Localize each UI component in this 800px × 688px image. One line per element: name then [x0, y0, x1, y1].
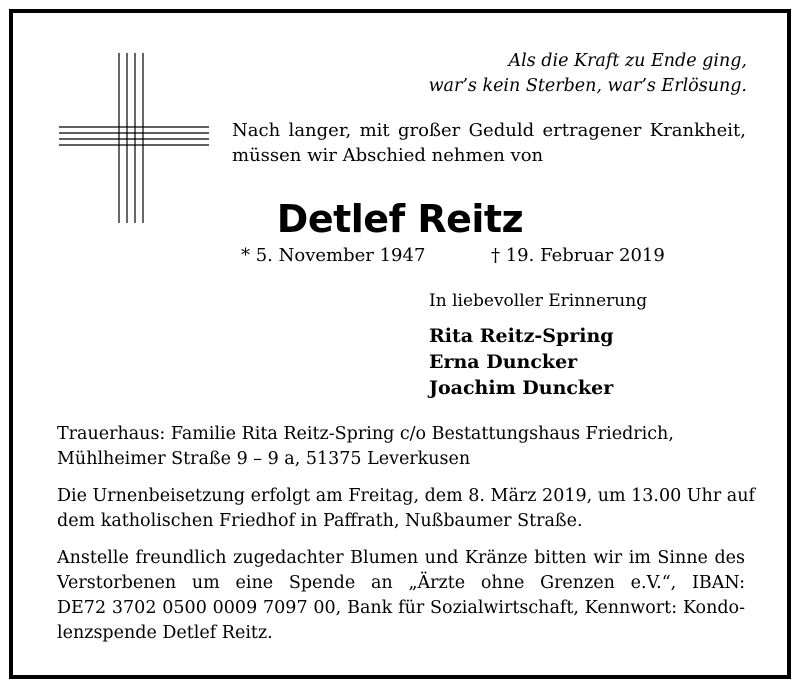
- memory-label: In liebevoller Erinnerung: [429, 291, 648, 311]
- motto-line: Als die Kraft zu Ende ging,: [508, 51, 747, 71]
- deceased-name: Detlef Reitz: [276, 197, 524, 241]
- motto-verse: [387, 49, 747, 99]
- mourner-name: Joachim Duncker: [429, 377, 614, 399]
- paragraph-line: Verstorbenen um eine Spende an „Ärzte ohne Grenzen e.V.“, IBAN:: [57, 573, 745, 593]
- mourner-name: Erna Duncker: [429, 351, 578, 373]
- paragraph-line: DE72 3702 0500 0009 7097 00, Bank für Sozialwirtschaft, Kennwort: Kondo-: [57, 598, 745, 618]
- birth-date: * 5. November 1947: [241, 245, 426, 266]
- burial-paragraph: [57, 484, 755, 534]
- paragraph-line: Mühlheimer Straße 9 – 9 a, 51375 Leverkusen: [57, 449, 471, 469]
- motto-line: war’s kein Sterben, war’s Erlösung.: [428, 76, 747, 96]
- obituary-notice: [9, 9, 791, 679]
- paragraph-line: Trauerhaus: Familie Rita Reitz-Spring c/o Bestattungshaus Friedrich,: [57, 424, 674, 444]
- mourners-list: [429, 323, 614, 401]
- trauerhaus-paragraph: [57, 422, 745, 472]
- death-date: † 19. Februar 2019: [491, 245, 665, 266]
- paragraph-line: dem katholischen Friedhof in Paffrath, Nußbaumer Straße.: [57, 511, 583, 531]
- paragraph-line: Anstelle freundlich zugedachter Blumen und Kränze bitten wir im Sinne des: [57, 548, 745, 568]
- intro-text: [232, 118, 746, 168]
- mourner-name: Rita Reitz-Spring: [429, 325, 614, 347]
- intro-line: Nach langer, mit großer Geduld ertragener Krankheit,: [232, 120, 746, 141]
- intro-line: müssen wir Abschied nehmen von: [232, 145, 544, 166]
- paragraph-line: Die Urnenbeisetzung erfolgt am Freitag, dem 8. März 2019, um 13.00 Uhr auf: [57, 486, 755, 506]
- donation-paragraph: [57, 546, 745, 646]
- paragraph-line: lenzspende Detlef Reitz.: [57, 623, 273, 643]
